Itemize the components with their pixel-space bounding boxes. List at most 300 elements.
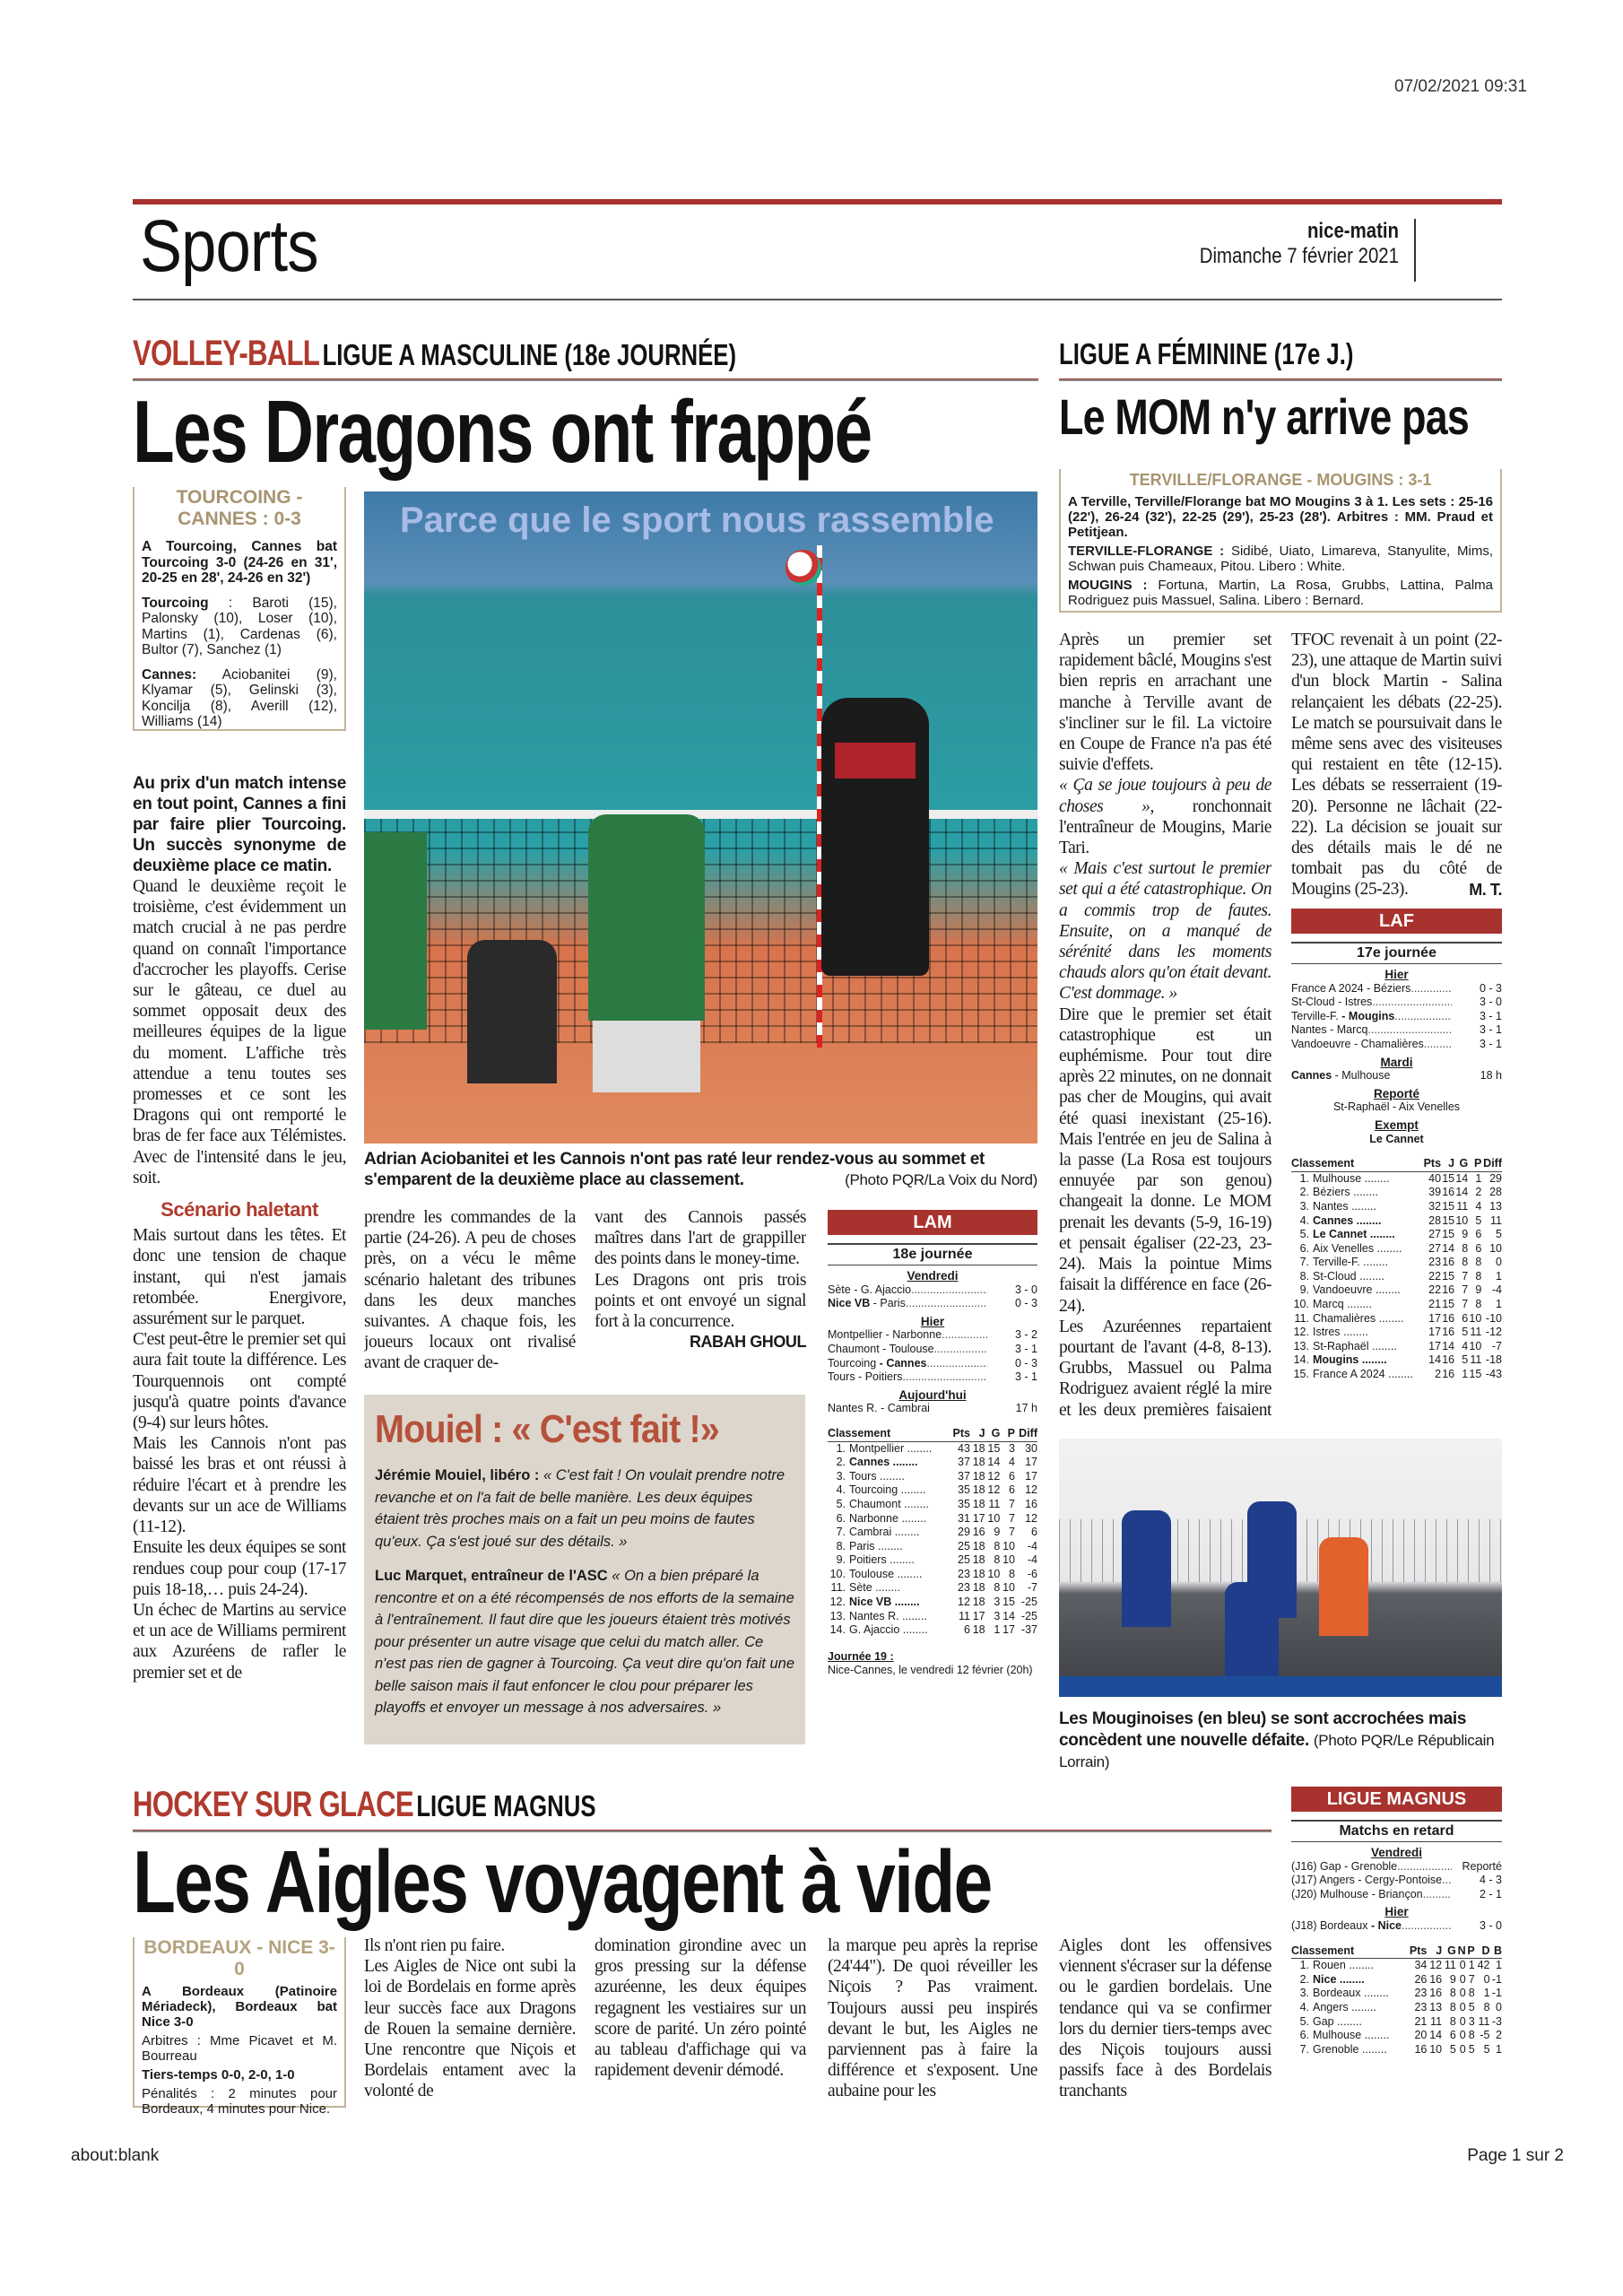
home-team: (J20) Mulhouse — [1291, 1887, 1369, 1900]
away-team: - Mulhouse — [1332, 1069, 1390, 1082]
away-team: - Grenoble — [1341, 1860, 1398, 1873]
fixture-teams — [828, 1283, 987, 1298]
fixture-teams — [828, 1370, 987, 1385]
stat-value: 1 — [1483, 1987, 1490, 2000]
stat-value: 11 — [958, 1609, 970, 1622]
stat-value: 8 — [1449, 1987, 1456, 2000]
fixture-score: 0 - 3 — [1479, 981, 1502, 995]
stat-value: 1 — [1496, 1298, 1502, 1311]
column-header: Pts — [950, 1427, 970, 1441]
fixture-score: 17 h — [1015, 1402, 1037, 1415]
rank: 2. — [836, 1456, 846, 1469]
column-header: P — [1468, 1157, 1481, 1171]
stat-value: 5 — [1462, 1326, 1469, 1339]
fixture-teams — [828, 1297, 987, 1311]
stat-value: 0 — [1459, 2042, 1466, 2056]
fixture-row — [1291, 1023, 1502, 1038]
stat-value: 6 — [1475, 1228, 1482, 1241]
article-f-column-b — [1291, 630, 1502, 899]
stat-value: 7 — [1468, 1972, 1475, 1986]
stat-value: 6 — [1009, 1483, 1015, 1497]
stat-value: 23 — [1414, 2000, 1428, 2013]
player-mougins-11 — [1225, 1582, 1279, 1690]
caption-text-f: Les Mouginoises (en bleu) se sont accrochées mais concèdent une nouvelle défaite. — [1059, 1709, 1467, 1750]
fixture-teams — [828, 1402, 987, 1416]
text-run: « C'est fait ! On voulait prendre notre revanche et on l'a fait de belle manière. Les deux équipes étaient très proches mais on a fait un peu moins de fautes qu'eux. Ça s'est joué sur des détails. » — [375, 1467, 785, 1550]
team-name: Terville-F. ..... — [1309, 1256, 1422, 1270]
stat-value: 37 — [958, 1469, 970, 1483]
rank: 4. — [836, 1483, 846, 1497]
paragraph — [375, 1465, 794, 1552]
team-name: Bordeaux ..... — [1309, 1987, 1406, 2001]
standings-row — [1291, 1959, 1502, 1973]
masthead-divider — [1414, 219, 1416, 282]
away-team: - Narbonne — [882, 1328, 942, 1341]
stat-value: 8 — [1483, 2000, 1490, 2013]
text-run: Arbitres : Mme Picavet et M. Bourreau — [142, 2033, 337, 2064]
stat-value: 17 — [1428, 1326, 1442, 1339]
column-header: G — [1454, 1157, 1468, 1171]
home-team: Vandoeuvre — [1291, 1037, 1351, 1050]
text-run: Fortuna, Martin, La Rosa, Grubbs, Lattina, Palma Rodriguez puis Massuel, Salina. Libero : Bernard. — [1068, 578, 1493, 608]
standings-row — [828, 1498, 1037, 1512]
stat-value: 0 — [1496, 1256, 1502, 1269]
stat-value: 8 — [1475, 1269, 1482, 1283]
standings-row — [1291, 1242, 1502, 1257]
text-run: A Bordeaux (Patinoire Mériadeck), Bordeaux bat Nice 3-0 — [142, 1984, 337, 2030]
stat-value: 27 — [1428, 1228, 1442, 1241]
paragraph: Quand le deuxième reçoit le troisième, c'est évidemment un match crucial à ne pas perdre quand on connaît l'importance d'accrocher les playoffs. Cerise sur le gâteau, ce duel au sommet opposait deux des meilleures équipes de la ligue du moment. L'affiche très attendue a tenu toutes ses promesses et ce sont les Dragons qui ont remporté le bras de fer face aux Télémistes. Avec de l'intensité dans le jeu, soit. — [133, 877, 346, 1187]
stat-value: 13 — [1489, 1199, 1502, 1213]
column-header: N — [1456, 1944, 1466, 1959]
stat-value: 17 — [1428, 1311, 1442, 1325]
kicker-volley-f — [1059, 337, 1353, 371]
stat-value: 8 — [1009, 1567, 1015, 1580]
stat-value: 18 — [972, 1553, 985, 1567]
standings-header — [1291, 1944, 1502, 1959]
stat-value: 2 — [1435, 1368, 1442, 1381]
home-team: Sète — [828, 1283, 851, 1296]
stat-value: 1 — [1462, 1368, 1469, 1381]
author-byline: RABAH GHOUL — [689, 1333, 806, 1352]
rank: 7. — [1299, 2042, 1309, 2056]
paragraph: la marque peu après la reprise (24'44"). De quoi réveiller les Niçois ? Pas vraiment. Toujours aussi peu inspirés devant le but, les Aigles ne parviennent pas à faire la différence et s'exposent. Une aubaine pour les — [828, 1936, 1037, 2101]
stat-value: 37 — [958, 1456, 970, 1469]
stat-value: -3 — [1491, 2014, 1502, 2028]
standings-row — [828, 1610, 1037, 1624]
round-title: 17e journée — [1291, 942, 1502, 964]
stat-value: 16 — [1414, 2042, 1428, 2056]
headline-dragons: Les Dragons ont frappé — [133, 382, 872, 481]
fixture-row — [1291, 982, 1502, 996]
standings-row — [828, 1512, 1037, 1526]
stat-value: 35 — [958, 1483, 970, 1497]
rank: 11. — [830, 1581, 846, 1595]
rank: 5. — [836, 1497, 846, 1510]
stat-value: 16 — [1442, 1311, 1455, 1325]
stat-value: 18 — [972, 1483, 985, 1497]
player-tourcoing-left — [364, 832, 427, 1030]
box-title-hockey: BORDEAUX - NICE 3-0 — [143, 1937, 335, 1979]
rank: 6. — [1299, 1241, 1309, 1255]
stat-value: 6 — [1449, 2029, 1456, 2042]
fixture-teams — [1291, 1023, 1452, 1038]
standings-row — [1291, 1312, 1502, 1326]
text-run: MOUGINS : — [1068, 578, 1148, 593]
fixture-row — [828, 1402, 1037, 1416]
home-team: Cannes — [1291, 1069, 1332, 1083]
stat-value: 34 — [1414, 1959, 1428, 1972]
stat-value: 14 — [1002, 1609, 1015, 1622]
stat-value: 11 — [988, 1497, 1001, 1510]
stat-value: 6 — [1475, 1241, 1482, 1255]
rank: 6. — [1299, 2029, 1309, 2042]
rank: 9. — [836, 1553, 846, 1567]
away-team: - G. Ajaccio — [851, 1283, 911, 1296]
box-title: TOURCOING - CANNES : 0-3 — [176, 487, 303, 529]
column-header: P — [1000, 1427, 1015, 1441]
away-team: - Marcq — [1327, 1023, 1368, 1036]
article-f-body-b — [1291, 630, 1502, 899]
stat-value: 5 — [1468, 2000, 1475, 2013]
stat-value: 2 — [1496, 2029, 1502, 2042]
stat-value: 17 — [972, 1511, 985, 1525]
stat-value: 43 — [958, 1441, 970, 1455]
stat-value: 5 — [1449, 2042, 1456, 2056]
fixture-score: 0 - 3 — [1014, 1297, 1037, 1310]
rank: 14. — [1293, 1353, 1309, 1367]
stat-value: 10 — [1002, 1539, 1015, 1552]
rank: 1. — [836, 1441, 846, 1455]
standings-row — [1291, 1326, 1502, 1340]
stat-value: 8 — [1462, 1241, 1469, 1255]
fixture-score: 3 - 1 — [1014, 1342, 1037, 1355]
photo-caption — [364, 1149, 1037, 1190]
stat-value: 16 — [1442, 1283, 1455, 1297]
fixture-row — [1291, 1038, 1502, 1052]
team-name: Toulouse ..... — [846, 1568, 950, 1582]
fixture-score: 3 - 0 — [1479, 996, 1502, 1009]
stat-value: 14 — [1455, 1171, 1469, 1185]
hockey-column-4 — [828, 1935, 1037, 2106]
article-f-body-a — [1059, 630, 1271, 1419]
team-name: Istres ..... — [1309, 1326, 1422, 1340]
day-heading: Reporté — [1373, 1086, 1419, 1100]
standings-row — [828, 1581, 1037, 1596]
home-team: France A 2024 — [1291, 981, 1364, 995]
ad-board — [1059, 1676, 1502, 1697]
stat-value: 18 — [972, 1497, 985, 1510]
team-name: Nantes R. ..... — [846, 1610, 950, 1624]
stat-value: 42 — [1477, 1959, 1490, 1972]
stat-value: 11 — [1456, 1199, 1469, 1213]
standings-row — [828, 1540, 1037, 1554]
rank: 13. — [1293, 1339, 1309, 1352]
headline-aigles: Les Aigles voyagent à vide — [133, 1832, 992, 1931]
rank: 12. — [829, 1596, 846, 1609]
section-title: Sports — [140, 205, 318, 287]
team-name: St-Cloud ..... — [1309, 1270, 1422, 1284]
article-column-2 — [364, 1207, 576, 1378]
stat-value: 10 — [1469, 1339, 1482, 1352]
team-name: Cambrai ..... — [846, 1526, 950, 1540]
away-team: - Istres — [1335, 996, 1373, 1008]
team-name: Sète ..... — [846, 1581, 950, 1596]
home-team: (J17) Angers — [1291, 1874, 1355, 1887]
column-header: J — [970, 1427, 985, 1441]
fixture-note: St-Raphaël - Aix Venelles — [1332, 1100, 1461, 1114]
column-header: G — [985, 1427, 1001, 1441]
away-team: - Paris — [870, 1297, 906, 1309]
stat-value: 29 — [958, 1526, 970, 1539]
stat-value: 11 — [1430, 2014, 1443, 2028]
player-mougins-7 — [1122, 1510, 1171, 1627]
column-header: Classement — [828, 1427, 950, 1441]
team-name: Nice VB ..... — [846, 1596, 950, 1610]
standings-row — [1291, 2043, 1502, 2057]
stat-value: 16 — [1429, 1987, 1443, 2000]
home-team: Tourcoing — [828, 1356, 877, 1370]
standings-row — [1291, 1298, 1502, 1312]
standings-row — [828, 1483, 1037, 1498]
stat-value: 0 — [1459, 1987, 1466, 2000]
rank: 2. — [1299, 1972, 1309, 1986]
stat-value: 8 — [994, 1581, 1001, 1595]
stat-value: 15 — [1442, 1228, 1455, 1241]
stat-value: 14 — [1442, 1241, 1455, 1255]
fixture-row — [828, 1328, 1037, 1343]
stat-value: 7 — [1009, 1497, 1015, 1510]
stat-value: -10 — [1485, 1311, 1502, 1325]
stat-value: 15 — [1469, 1368, 1482, 1381]
table-banner: LAF — [1291, 909, 1502, 934]
column-header: J — [1441, 1157, 1454, 1171]
rank: 7. — [836, 1526, 846, 1539]
stat-value: 23 — [1414, 1987, 1428, 2000]
team-name: Mougins ..... — [1309, 1353, 1422, 1368]
rank: 7. — [1299, 1256, 1309, 1269]
standings-row — [1291, 1340, 1502, 1354]
text-run: Dire que le premier set était catastrophique est un euphémisme. Pour tout dire après 22 minutes, on ne donnait pas cher de Mougins, qui avait été quasi inexistant (25-16). Mais l'entrée en jeu de Salina à la passe (La Rosa est toujours ennuyée par son genou) changeait la donne. Le MOM prenait les devants (5-9, 16-19) et pensait égaliser (22-23, 23-24). Mais la pointue Mims faisait la différence en face (26-24). — [1059, 1004, 1271, 1316]
stat-value: 7 — [1009, 1511, 1015, 1525]
stat-value: 14 — [987, 1456, 1001, 1469]
team-name: Tourcoing ..... — [846, 1483, 950, 1498]
day-heading: Vendredi — [907, 1269, 959, 1283]
stat-value: -37 — [1020, 1623, 1037, 1637]
text-run: « Mais c'est surtout le premier set qui a été catastrophique. On a commis trop de fautes. Ensuite, on a manqué de sérénité dans les moments chauds alors qu'on était devant. C'est dommage. » — [1059, 859, 1271, 1004]
rank: 2. — [1299, 1186, 1309, 1199]
stat-value: 1 — [994, 1623, 1001, 1637]
text-run: Pénalités : 2 minutes pour Bordeaux, 4 minutes pour Nice. — [142, 2086, 337, 2117]
stat-value: 4 — [1009, 1456, 1015, 1469]
text-run: Luc Marquet, entraîneur de l'ASC — [375, 1568, 608, 1584]
text-run: Aciobanitei (9), Klyamar (5), Gelinski (3), Koncilja (8), Averill (12), Williams (14) — [142, 666, 337, 729]
home-team: Nice VB — [828, 1297, 871, 1310]
away-team: - Chamalières — [1351, 1038, 1424, 1050]
quote-box-mouiel — [364, 1395, 805, 1744]
photo-banner-text: Parce que le sport nous rassemble — [400, 500, 994, 540]
stat-value: 18 — [972, 1596, 985, 1609]
stat-value: 1 — [1496, 1269, 1502, 1283]
kicker-sport-hockey: HOCKEY SUR GLACE — [133, 1785, 413, 1824]
kicker-sport: VOLLEY-BALL — [133, 334, 320, 373]
fixture-row — [1291, 1919, 1502, 1934]
paragraph — [1068, 578, 1493, 608]
stat-value: 31 — [958, 1511, 970, 1525]
fixture-score: 3 - 1 — [1479, 1023, 1502, 1037]
stat-value: 1 — [1475, 1171, 1482, 1185]
column-header: D — [1475, 1944, 1490, 1959]
stat-value: 15 — [1442, 1213, 1455, 1227]
paragraph: Ensuite les deux équipes se sont rendues coup pour coup (17-17 puis 18-18,… puis 24-24). — [133, 1538, 346, 1599]
kicker-league-f: LIGUE A FÉMININE (17e J.) — [1059, 337, 1354, 370]
standings-row — [828, 1596, 1037, 1610]
shorts — [593, 1021, 700, 1092]
stat-value: 14 — [1429, 2029, 1443, 2042]
paragraph — [142, 2033, 337, 2064]
fixture-row — [1291, 996, 1502, 1010]
paragraph: Aigles dont les offensives viennent s'écraser sur la défense ou le gardien bordelais. Une tendance qui va se confirmer lors du dernier tiers-temps avec des Niçois toujours aussi passifs face à des Bordelais tranchants — [1059, 1936, 1271, 2101]
stat-value: 9 — [1449, 1972, 1456, 1986]
stat-value: 5 — [1483, 2042, 1490, 2056]
fixture-row — [1291, 1874, 1502, 1888]
fixture-score: 2 - 1 — [1479, 1887, 1502, 1900]
stat-value: 8 — [1475, 1256, 1482, 1269]
standings-row — [828, 1470, 1037, 1484]
standings-row — [1291, 1973, 1502, 1987]
photo-credit-f: (Photo PQR/Le Républicain Lorrain) — [1059, 1732, 1495, 1770]
subheading: Scénario haletant — [161, 1198, 318, 1222]
rank: 6. — [836, 1511, 846, 1525]
kicker-hockey — [133, 1785, 596, 1825]
standings-row — [1291, 1228, 1502, 1242]
stat-value: 15 — [1442, 1171, 1455, 1185]
hockey-column-2 — [364, 1935, 576, 2106]
team-name: Cannes ..... — [1309, 1214, 1422, 1229]
home-team: Nantes — [1291, 1023, 1327, 1037]
fixture-teams — [828, 1343, 987, 1357]
match-box-bordeaux-nice — [133, 1937, 346, 2117]
rank: 4. — [1299, 1213, 1309, 1227]
table-banner: LIGUE MAGNUS — [1291, 1787, 1502, 1812]
stat-value: 7 — [1462, 1269, 1469, 1283]
standings-row — [1291, 1987, 1502, 2001]
hockey-column-5 — [1059, 1935, 1271, 2106]
stat-value: 8 — [994, 1553, 1001, 1567]
paragraph: vant des Cannois passés maîtres dans l'art de grappiller des points dans le money-time. — [595, 1208, 806, 1269]
masthead-info — [1040, 219, 1399, 269]
stat-value: 8 — [1475, 1298, 1482, 1311]
stat-value: 20 — [1414, 2029, 1428, 2042]
rank: 4. — [1299, 2000, 1309, 2013]
stat-value: 39 — [1428, 1186, 1442, 1199]
stat-value: 17 — [1025, 1456, 1037, 1469]
stat-value: 22 — [1428, 1283, 1442, 1297]
fixture-score: 3 - 2 — [1014, 1328, 1037, 1342]
photo-caption-f — [1059, 1709, 1502, 1773]
home-team: (J16) Gap — [1291, 1859, 1341, 1873]
text-run: Les Azuréennes repartaient pourtant de l'avant (4-8, 8-13). Grubbs, Massuel ou Palma Rodriguez avaient réglé la mire et les deux premières faisaient — [1059, 1317, 1271, 1419]
standings-row — [828, 1623, 1037, 1638]
team-name: Grenoble ..... — [1309, 2043, 1406, 2057]
stat-value: 2 — [1475, 1186, 1482, 1199]
stat-value: 14 — [1428, 1353, 1442, 1367]
print-timestamp: 07/02/2021 09:31 — [1394, 77, 1527, 96]
home-team: Tours — [828, 1370, 855, 1384]
standings-row — [1291, 2029, 1502, 2043]
rank: 12. — [1293, 1326, 1309, 1339]
team-name: Narbonne ..... — [846, 1512, 950, 1526]
standings-row — [1291, 1214, 1502, 1229]
column-header: G — [1442, 1944, 1456, 1959]
paragraph — [1059, 775, 1271, 858]
day-heading: Aujourd'hui — [898, 1387, 967, 1402]
stat-value: -5 — [1480, 2029, 1490, 2042]
fixture-teams — [1291, 1874, 1452, 1888]
player-tourcoing-7 — [588, 814, 705, 1021]
paragraph — [375, 1565, 794, 1719]
day-heading: Exempt — [1375, 1118, 1419, 1132]
stat-value: 0 — [1459, 1959, 1466, 1972]
text-run: , ronchonnait l'entraîneur de Mougins, Marie Tari. — [1059, 796, 1271, 858]
fixture-score: 4 - 3 — [1479, 1874, 1502, 1887]
photo-volley-match — [364, 491, 1037, 1144]
stat-value: 0 — [1496, 2000, 1502, 2013]
text-run: Tiers-temps 0-0, 2-0, 1-0 — [142, 2067, 295, 2083]
team-name: Gap ..... — [1309, 2015, 1406, 2030]
paragraph — [142, 596, 337, 658]
fixture-row — [1291, 1069, 1502, 1083]
column-header: Pts — [1422, 1157, 1441, 1171]
team-name: France A 2024 ..... — [1309, 1368, 1422, 1382]
stat-value: 8 — [1449, 2014, 1456, 2028]
team-name: Nice ..... — [1309, 1973, 1406, 1987]
stat-value: 6 — [964, 1623, 970, 1637]
stat-value: 9 — [1462, 1228, 1469, 1241]
rank: 10. — [829, 1567, 846, 1580]
stat-value: -43 — [1485, 1368, 1502, 1381]
photo-credit: (Photo PQR/La Voix du Nord) — [845, 1171, 1037, 1188]
fixture-score: 18 h — [1480, 1069, 1502, 1083]
stat-value: 6 — [1009, 1469, 1015, 1483]
team-name: Aix Venelles ..... — [1309, 1242, 1422, 1257]
stat-value: 0 — [1459, 2014, 1466, 2028]
standings-header — [828, 1427, 1037, 1441]
stat-value: 7 — [1462, 1298, 1469, 1311]
table-banner: LAM — [828, 1210, 1037, 1235]
column-header: Diff — [1015, 1427, 1037, 1441]
stat-value: 5 — [1496, 1228, 1502, 1241]
stat-value: 17 — [1002, 1623, 1015, 1637]
team-name: G. Ajaccio ..... — [846, 1623, 950, 1638]
photo-mougins-match — [1059, 1439, 1502, 1697]
home-team: Terville-F. — [1291, 1009, 1339, 1022]
stat-value: 16 — [1442, 1186, 1455, 1199]
day-heading: Mardi — [1380, 1055, 1413, 1069]
column-header: Pts — [1406, 1944, 1427, 1959]
team-name: Cannes ..... — [846, 1456, 950, 1470]
stat-value: 8 — [1468, 2029, 1475, 2042]
stat-value: 12 — [1025, 1511, 1037, 1525]
headline-mom: Le MOM n'y arrive pas — [1059, 388, 1469, 445]
stat-value: 13 — [1429, 2000, 1443, 2013]
paragraph — [142, 667, 337, 730]
team-name: Mulhouse ..... — [1309, 1171, 1422, 1186]
stat-value: 21 — [1428, 1298, 1442, 1311]
home-team: (J18) Bordeaux — [1291, 1918, 1368, 1932]
column-header: B — [1490, 1944, 1502, 1959]
column-header: Diff — [1481, 1157, 1502, 1171]
